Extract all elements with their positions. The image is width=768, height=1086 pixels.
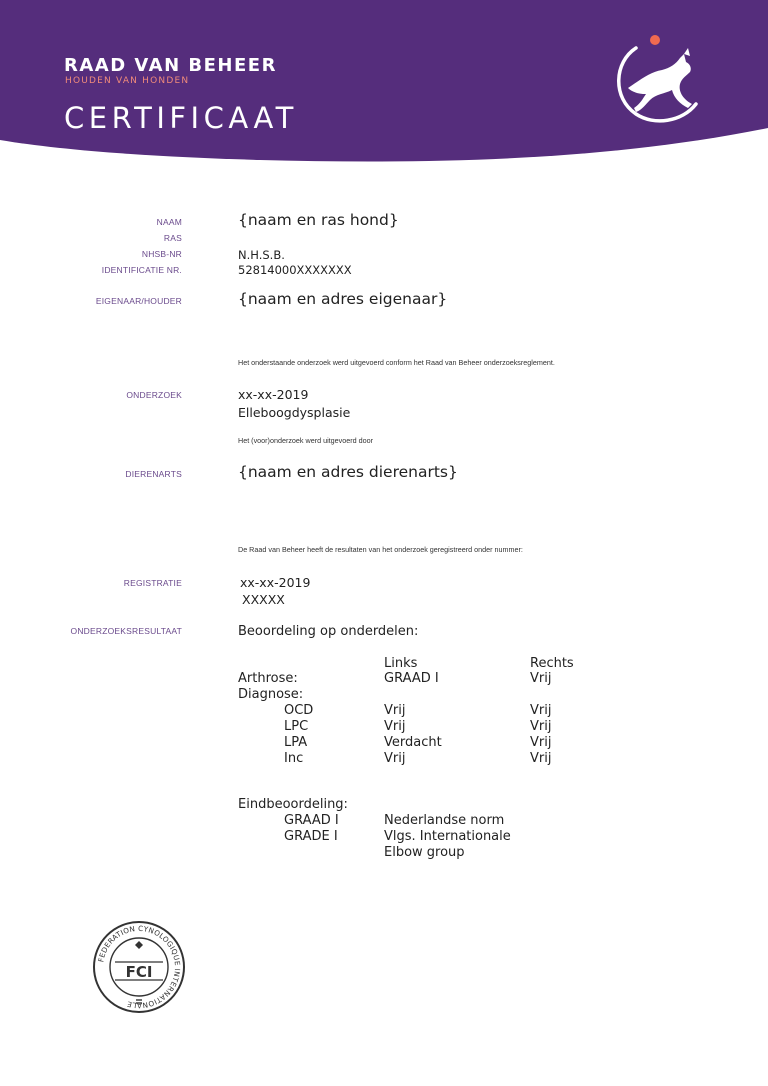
brand-name: RAAD VAN BEHEER [64, 55, 277, 76]
eind-text-2b: Elbow group [384, 845, 465, 860]
certificate-title: CERTIFICAAT [64, 101, 298, 135]
value-nhsb: N.H.S.B. [238, 248, 285, 262]
value-registratie-datum: xx-xx-2019 [240, 575, 311, 590]
label-identificatie-nr: IDENTIFICATIE NR. [101, 265, 182, 275]
diagnose-row-rechts: Vrij [530, 719, 552, 734]
label-onderzoeksresultaat: ONDERZOEKSRESULTAAT [70, 626, 182, 636]
fci-ring-text: FEDERATION CYNOLOGIQUE INTERNATIONALE [96, 923, 183, 1011]
eind-grade-1: GRAAD I [284, 813, 339, 828]
diagnose-row-links: Verdacht [384, 735, 442, 750]
value-onderzoek-type: Elleboogdysplasie [238, 405, 351, 420]
eind-text-2: Vlgs. Internationale [384, 829, 511, 844]
dog-logo-icon [606, 30, 710, 128]
fci-abbr: FCI [125, 963, 153, 981]
diagnose-row-links: Vrij [384, 703, 406, 718]
diagnose-row-name: OCD [284, 703, 314, 718]
label-dierenarts: DIERENARTS [125, 469, 182, 479]
eind-text-1: Nederlandse norm [384, 813, 505, 828]
result-heading: Beoordeling op onderdelen: [238, 624, 419, 639]
eind-grade-2: GRADE I [284, 829, 338, 844]
diagnose-row-rechts: Vrij [530, 703, 552, 718]
value-naam-ras: {naam en ras hond} [238, 211, 399, 229]
arthrose-links: GRAAD I [384, 671, 439, 686]
diagnose-row-links: Vrij [384, 751, 406, 766]
eindbeoordeling-label: Eindbeoordeling: [238, 797, 348, 812]
col-links-header: Links [384, 656, 418, 671]
uitgevoerd-door-text: Het (voor)onderzoek werd uitgevoerd door [238, 436, 374, 445]
value-registratie-nummer: XXXXX [242, 592, 285, 607]
geregistreerd-text: De Raad van Beheer heeft de resultaten van het onderzoek geregistreerd onder nummer: [238, 545, 523, 554]
value-dierenarts: {naam en adres dierenarts} [238, 463, 458, 481]
diagnose-row-name: LPC [284, 719, 309, 734]
col-rechts-header: Rechts [530, 656, 574, 671]
label-naam: NAAM [156, 217, 182, 227]
diagnose-row-name: Inc [284, 751, 304, 766]
label-nhsb-nr: NHSB-NR [141, 249, 182, 259]
diagnose-label: Diagnose: [238, 687, 304, 702]
diagnose-row-rechts: Vrij [530, 751, 552, 766]
label-ras: RAS [163, 233, 182, 243]
brand-tagline: HOUDEN VAN HONDEN [65, 76, 190, 86]
diagnose-row-rechts: Vrij [530, 735, 552, 750]
diagnose-row-links: Vrij [384, 719, 406, 734]
label-registratie: REGISTRATIE [123, 578, 182, 588]
label-eigenaar: EIGENAAR/HOUDER [95, 296, 182, 306]
reglement-text: Het onderstaande onderzoek werd uitgevoerd conform het Raad van Beheer onderzoeksreglement. [238, 358, 555, 367]
arthrose-label: Arthrose: [238, 671, 298, 686]
value-eigenaar: {naam en adres eigenaar} [238, 290, 448, 308]
value-onderzoek-datum: xx-xx-2019 [238, 387, 309, 402]
diagnose-row-name: LPA [284, 735, 308, 750]
label-onderzoek: ONDERZOEK [126, 390, 182, 400]
fci-seal-icon [92, 920, 186, 1014]
value-identificatie: 52814000XXXXXXX [238, 263, 352, 277]
arthrose-rechts: Vrij [530, 671, 552, 686]
